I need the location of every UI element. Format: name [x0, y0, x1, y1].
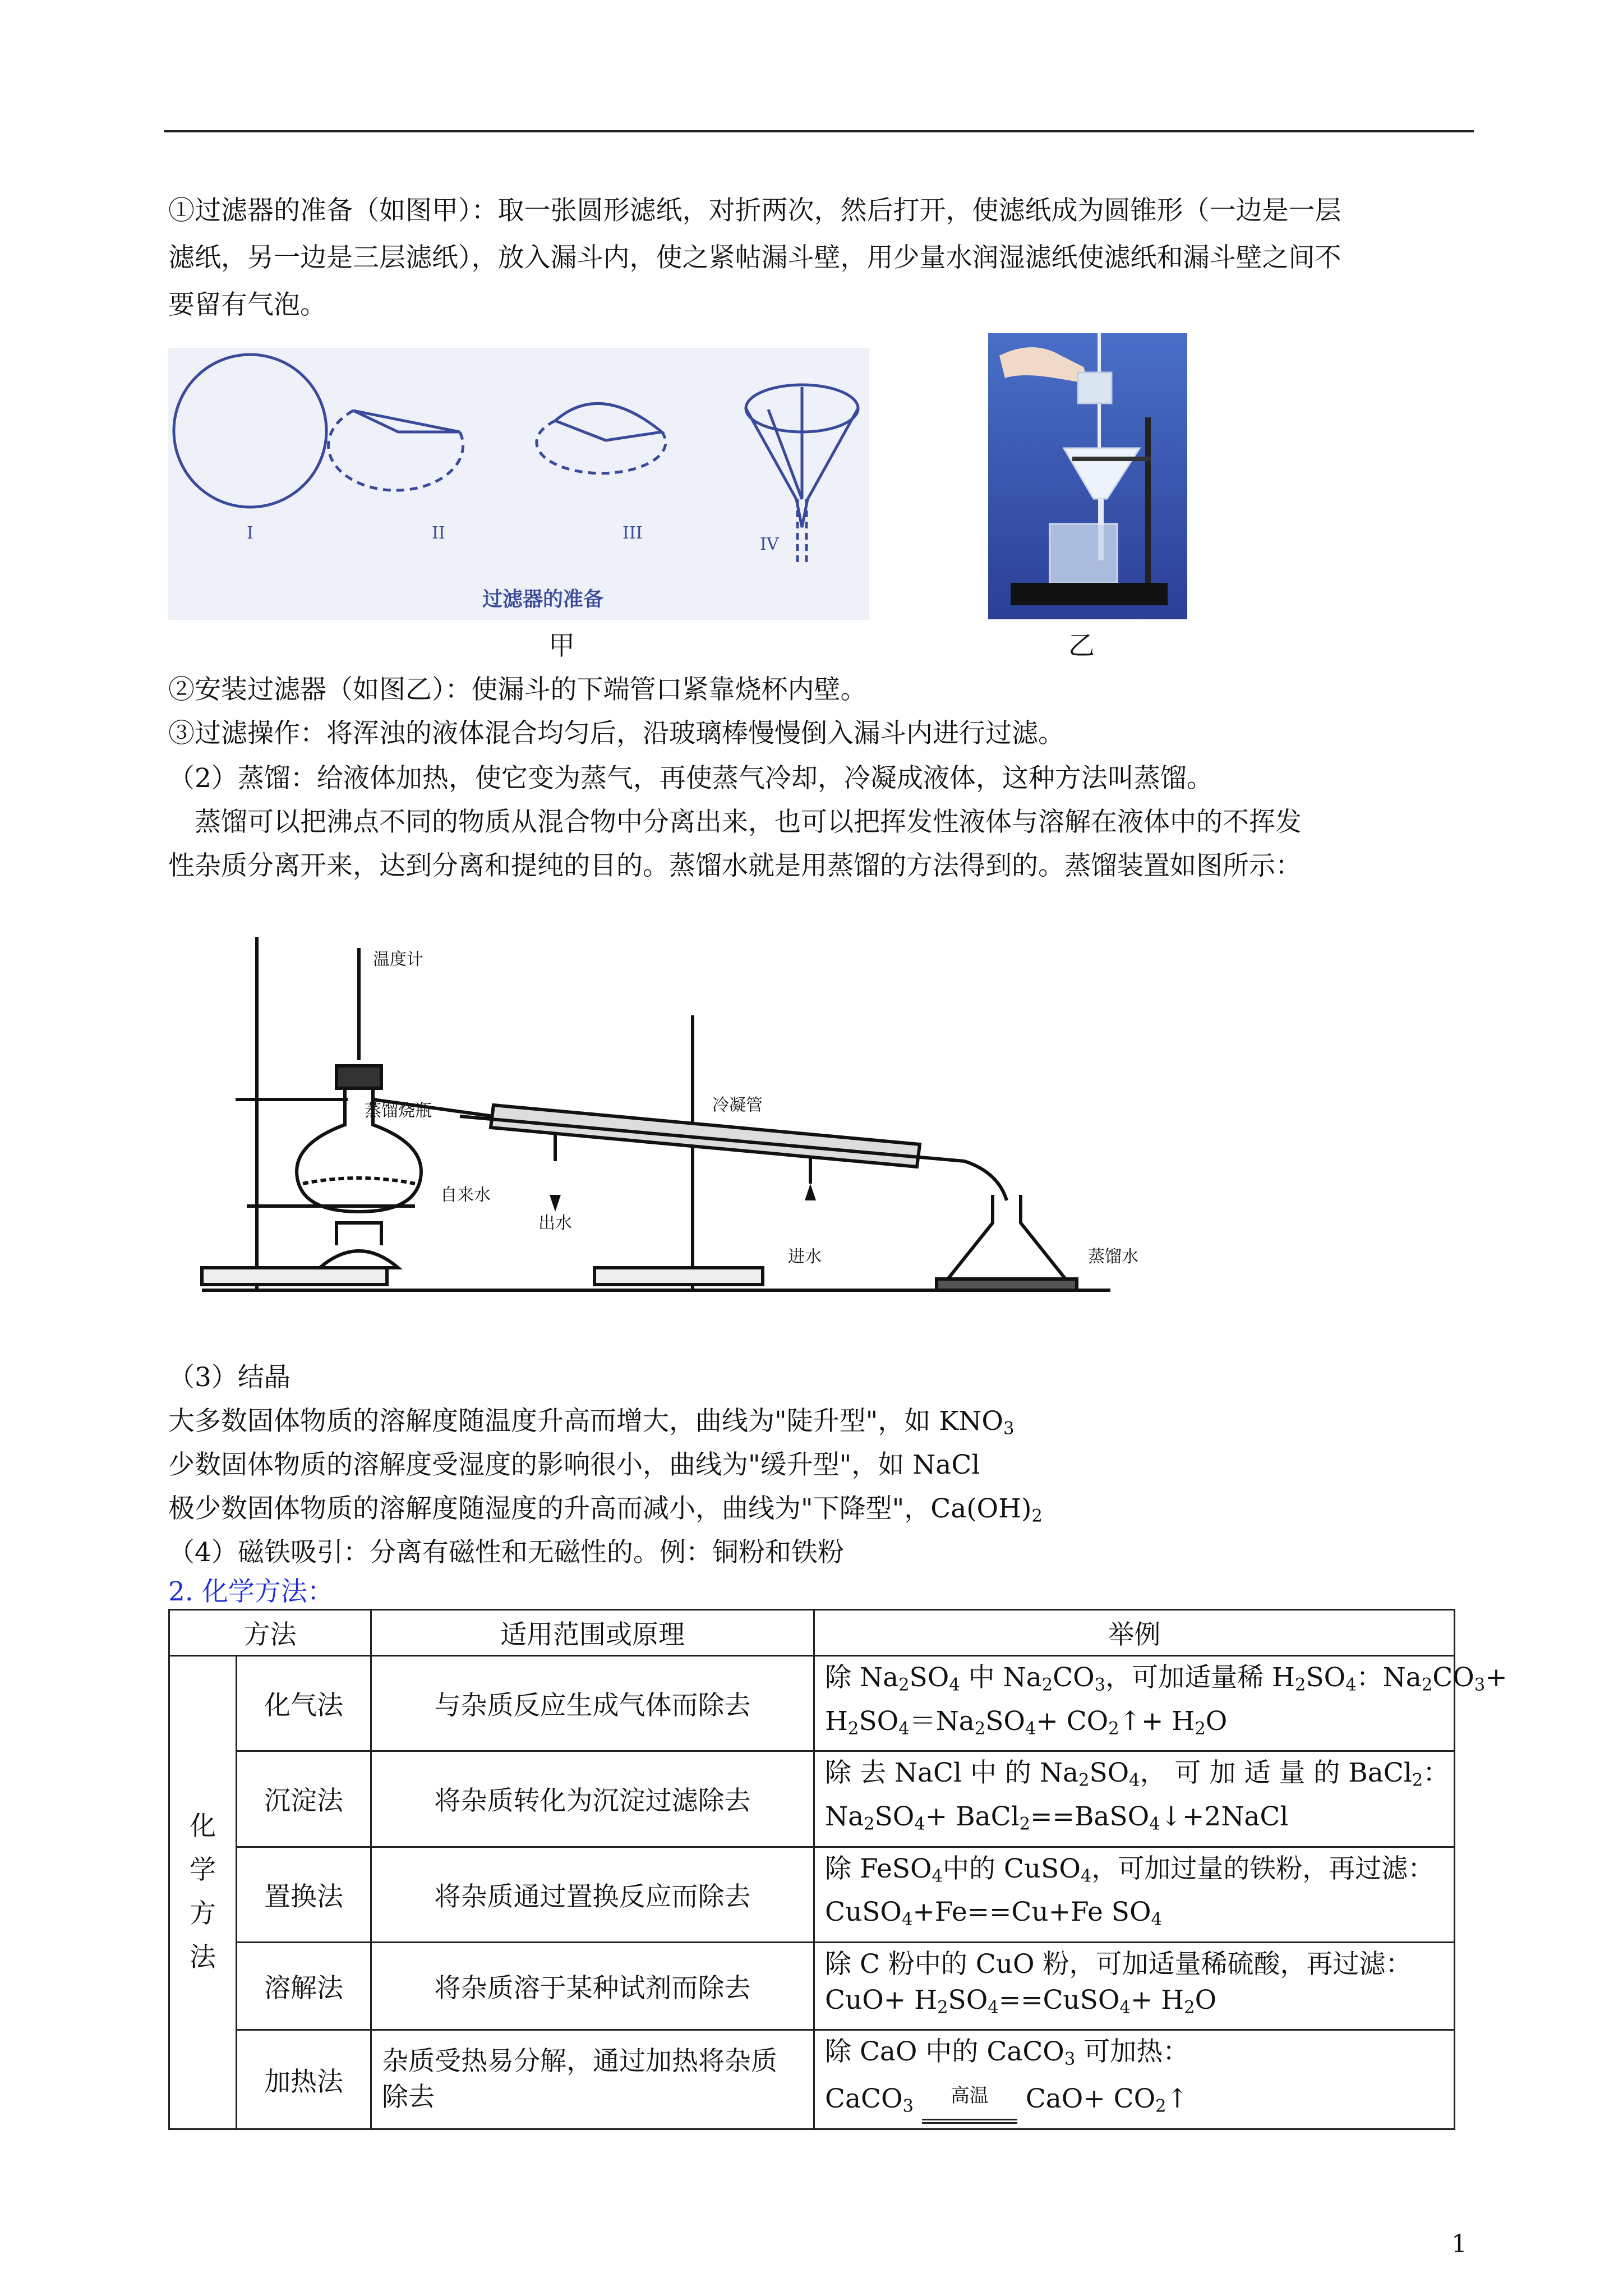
paragraph-filter-operation: ③过滤操作：将浑浊的液体混合均匀后，沿玻璃棒慢慢倒入漏斗内进行过滤。: [168, 718, 1064, 749]
label-water-in: 进水: [788, 1247, 822, 1267]
caption-yi: 乙: [1068, 631, 1095, 661]
method-example: 除 CaO 中的 CaCO$_3$ 可加热： CaCO$_3$ 高温 $CaO+ CO_2↑$: [814, 2030, 1455, 2129]
steep-text: 大多数固体物质的溶解度随温度升高而增大，曲线为"陡升型"，如 KNO: [168, 1406, 1003, 1437]
adapter: [965, 1161, 1007, 1200]
table-row: [169, 1847, 1455, 1942]
label-condenser: 冷凝管: [712, 1096, 763, 1115]
header-rule: [164, 130, 1474, 132]
pouring-beaker: [1078, 372, 1112, 403]
distillation-apparatus: [168, 931, 1178, 1335]
right-base: [594, 1268, 763, 1285]
table-row: [169, 1942, 1455, 2030]
table-row: [169, 1751, 1455, 1847]
page-number: 1: [1451, 2230, 1467, 2258]
paragraph-steep-curve: [168, 1400, 1475, 1450]
arrow-down: [550, 1195, 561, 1212]
label-step-1: I: [247, 523, 253, 543]
falling-sub: 2: [1031, 1506, 1043, 1526]
method-principle: 将杂质转化为沉淀过滤除去: [371, 1751, 814, 1847]
method-principle: 与杂质反应生成气体而除去: [371, 1656, 814, 1751]
reaction-condition: 高温: [922, 2078, 1017, 2114]
conical-flask: [948, 1195, 1066, 1279]
paragraph-gentle-curve: 少数固体物质的溶解度受湿度的影响很小，曲线为"缓升型"，如 NaCl: [168, 1450, 980, 1480]
method-name: 沉淀法: [237, 1751, 371, 1847]
chemical-methods-table: [168, 1609, 1507, 2130]
ring-clamp: [1072, 457, 1151, 461]
method-example: 除 $Na_2SO_4$ 中 $Na_2CO_3$，可加适量稀 $H_2SO_4$：$Na_2CO_3+$ $H_2SO_4=Na_2SO_4+$ $CO_2↑+ H_2O$: [814, 1656, 1455, 1751]
label-flask: 蒸馏烧瓶: [365, 1101, 432, 1121]
paragraph-install-filter: ②安装过滤器（如图乙）：使漏斗的下端管口紧靠烧杯内壁。: [168, 674, 867, 705]
stand-rod: [1145, 417, 1151, 586]
falling-text: 极少数固体物质的溶解度随湿度的升高而减小，曲线为"下降型"，Ca(OH): [168, 1493, 1032, 1524]
method-name: 溶解法: [237, 1942, 371, 2030]
method-name: 加热法: [237, 2030, 371, 2129]
header-method: 方法: [169, 1610, 371, 1656]
method-example: 除 C 粉中的 CuO 粉，可加适量稀硫酸，再过滤： $CuO+ H_2SO_4==CuSO_4+ H_2O$: [814, 1942, 1455, 2030]
label-step-4: IV: [760, 535, 779, 554]
flask-liquid: [303, 1178, 415, 1184]
group-label: 化 学 方 法: [169, 1656, 237, 2129]
method-name: 置换法: [237, 1847, 371, 1942]
method-principle: 将杂质溶于某种试剂而除去: [371, 1942, 814, 2030]
label-step-3: III: [623, 523, 643, 543]
method-example: 除 FeSO$_4$中的 CuSO$_4$，可加过量的铁粉，再过滤： CuSO$_4$+Fe==Cu+Fe $SO_4$: [814, 1847, 1455, 1942]
paragraph-magnet: （4）磁铁吸引：分离有磁性和无磁性的。例：铜粉和铁粉: [168, 1537, 844, 1568]
paragraph-filter-prep-3: 要留有气泡。: [168, 289, 326, 320]
paragraph-distillation-detail-2: 性杂质分离开来，达到分离和提纯的目的。蒸馏水就是用蒸馏的方法得到的。蒸馏装置如图所示：: [168, 850, 1302, 881]
paragraph-falling-curve: [168, 1488, 1475, 1538]
label-distilled-water: 蒸馏水: [1088, 1247, 1138, 1267]
paragraph-distillation: （2）蒸馏：给液体加热，使它变为蒸气，再使蒸气冷却，冷凝成液体，这种方法叫蒸馏。: [168, 763, 1213, 794]
paragraph-crystallization: （3）结晶: [168, 1362, 291, 1393]
paragraph-distillation-detail-1: 蒸馏可以把沸点不同的物质从混合物中分离出来，也可以把挥发性液体与溶解在液体中的不挥发: [168, 807, 1302, 838]
label-thermometer: 温度计: [373, 950, 423, 969]
paragraph-filter-prep-2: 滤纸，另一边是三层滤纸），放入漏斗内，使之紧帖漏斗壁，用少量水润湿滤纸使滤纸和漏斗壁之间不: [168, 242, 1341, 273]
table-header-row: [169, 1610, 1455, 1656]
left-base: [202, 1268, 387, 1285]
filter-folding-figure: [168, 348, 869, 620]
label-step-2: II: [432, 523, 445, 543]
method-name: 化气法: [237, 1656, 371, 1751]
figure-background: [168, 348, 869, 620]
label-tapwater: 自来水: [440, 1185, 491, 1205]
caption-jia: 甲: [548, 631, 575, 661]
figure-title: 过滤器的准备: [482, 588, 604, 611]
inner-tube: [460, 1116, 965, 1161]
table-row: [169, 2030, 1455, 2129]
method-example: 除 去 NaCl 中 的 $Na_2SO_4$， 可 加 适 量 的 BaCl$_2$： $Na_2SO_4+$ BaCl$_2$==BaSO$_4$↓+2NaCl: [814, 1751, 1455, 1847]
flask-stand: [937, 1279, 1077, 1290]
stand-base: [1011, 583, 1168, 605]
method-principle: 杂质受热易分解，通过加热将杂质除去: [371, 2030, 814, 2129]
steep-sub: 3: [1003, 1419, 1015, 1439]
stopper: [336, 1066, 381, 1088]
arrow-up: [805, 1184, 816, 1200]
header-example: 举例: [814, 1610, 1455, 1656]
filtration-photo: [988, 333, 1187, 619]
label-water-out: 出水: [538, 1213, 572, 1233]
method-principle: 将杂质通过置换反应而除去: [371, 1847, 814, 1942]
header-principle: 适用范围或原理: [371, 1610, 814, 1656]
receiving-beaker: [1050, 524, 1117, 583]
section-heading-chemical-methods: 2. 化学方法：: [168, 1576, 334, 1607]
table-row: [169, 1656, 1455, 1751]
paragraph-filter-prep-1: ①过滤器的准备（如图甲）：取一张圆形滤纸，对折两次，然后打开，使滤纸成为圆锥形（一边是一层: [168, 195, 1341, 226]
alcohol-lamp: [320, 1223, 398, 1268]
